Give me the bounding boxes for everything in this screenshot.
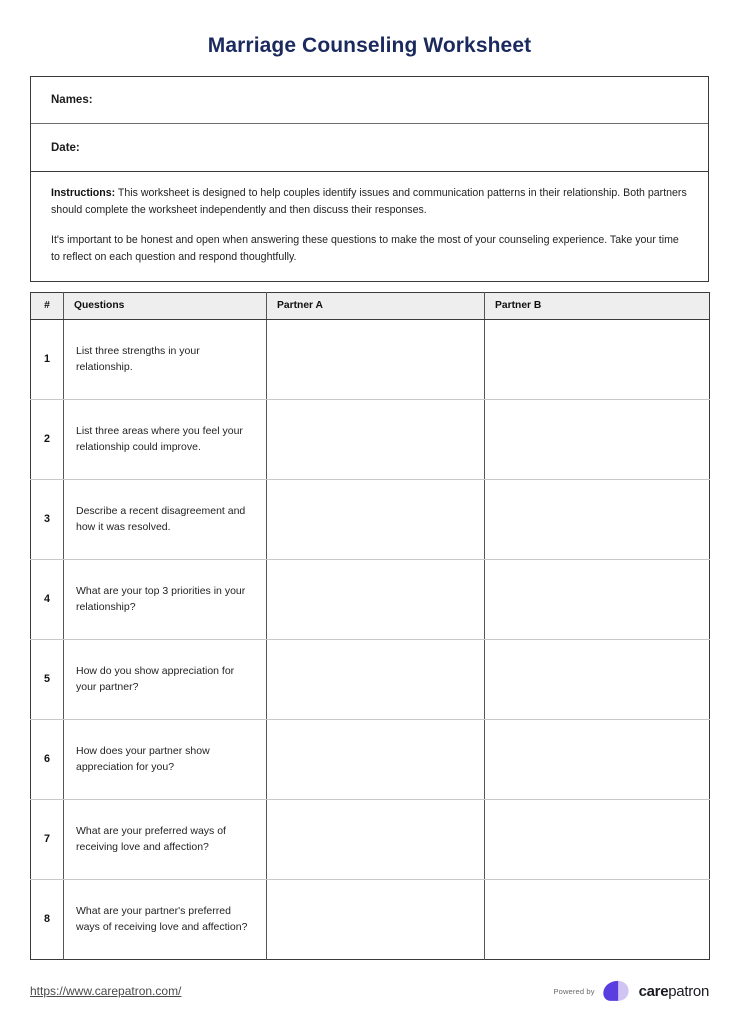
- carepatron-logo-icon: [602, 980, 632, 1002]
- partner-b-answer-field[interactable]: [485, 799, 710, 879]
- question-number: 8: [31, 879, 64, 959]
- question-number: 1: [31, 319, 64, 399]
- table-body: [31, 319, 710, 959]
- instructions-paragraph-2: It's important to be honest and open when answering these questions to make the most of your counseling experience. Take your time to reflect on each question and respond thoughtfully.: [51, 234, 679, 264]
- question-text: What are your preferred ways of receiving love and affection?: [64, 799, 267, 879]
- column-header-questions: Questions: [64, 292, 267, 319]
- column-header-partner-a: Partner A: [267, 292, 485, 319]
- partner-b-answer-field[interactable]: [485, 559, 710, 639]
- powered-by-label: Powered by: [553, 986, 595, 996]
- partner-b-answer-field[interactable]: [485, 719, 710, 799]
- table-header: [31, 292, 710, 319]
- partner-b-answer-field[interactable]: [485, 399, 710, 479]
- question-number: 7: [31, 799, 64, 879]
- column-header-partner-b: Partner B: [485, 292, 710, 319]
- table-row: [31, 639, 710, 719]
- table-row: [31, 879, 710, 959]
- table-header-row: [31, 292, 710, 319]
- table-row: [31, 559, 710, 639]
- question-number: 5: [31, 639, 64, 719]
- question-number: 3: [31, 479, 64, 559]
- partner-a-answer-field[interactable]: [267, 639, 485, 719]
- question-text: List three strengths in your relationship.: [64, 319, 267, 399]
- identity-block: [30, 76, 709, 172]
- question-number: 6: [31, 719, 64, 799]
- instructions-label: Instructions:: [51, 187, 116, 199]
- instructions-paragraph-1: [51, 185, 688, 219]
- table-row: [31, 319, 710, 399]
- partner-a-answer-field[interactable]: [267, 559, 485, 639]
- question-number: 2: [31, 399, 64, 479]
- partner-b-answer-field[interactable]: [485, 319, 710, 399]
- question-text: How does your partner show appreciation for you?: [64, 719, 267, 799]
- partner-b-answer-field[interactable]: [485, 879, 710, 959]
- brand-name-bold: care: [638, 982, 669, 1000]
- question-text: List three areas where you feel your relationship could improve.: [64, 399, 267, 479]
- page-footer: [30, 980, 709, 1002]
- partner-b-answer-field[interactable]: [485, 639, 710, 719]
- partner-b-answer-field[interactable]: [485, 479, 710, 559]
- date-field-row[interactable]: [31, 124, 708, 171]
- page-title: Marriage Counseling Worksheet: [207, 34, 532, 57]
- date-label: Date:: [51, 141, 80, 154]
- partner-a-answer-field[interactable]: [267, 399, 485, 479]
- question-text: Describe a recent disagreement and how it was resolved.: [64, 479, 267, 559]
- names-label: Names:: [51, 94, 93, 106]
- question-text: What are your partner's preferred ways of receiving love and affection?: [64, 879, 267, 959]
- table-row: [31, 799, 710, 879]
- carepatron-wordmark: [639, 983, 709, 1000]
- questions-table: [30, 292, 710, 960]
- partner-a-answer-field[interactable]: [267, 719, 485, 799]
- carepatron-url-link[interactable]: https://www.carepatron.com/: [30, 984, 182, 998]
- question-text: What are your top 3 priorities in your relationship?: [64, 559, 267, 639]
- table-row: [31, 719, 710, 799]
- question-number: 4: [31, 559, 64, 639]
- instructions-text-1: This worksheet is designed to help couples identify issues and communication patterns in their relationship. Both partners should complete the worksheet independently and then discuss their responses.: [51, 187, 687, 217]
- table-row: [31, 399, 710, 479]
- partner-a-answer-field[interactable]: [267, 319, 485, 399]
- names-field-row[interactable]: [31, 77, 708, 124]
- partner-a-answer-field[interactable]: [267, 479, 485, 559]
- question-text: How do you show appreciation for your partner?: [64, 639, 267, 719]
- partner-a-answer-field[interactable]: [267, 799, 485, 879]
- brand-name-light: patron: [668, 982, 709, 1000]
- column-header-number: #: [31, 292, 64, 319]
- partner-a-answer-field[interactable]: [267, 879, 485, 959]
- instructions-block: [30, 172, 709, 282]
- table-row: [31, 479, 710, 559]
- brand-lockup: [553, 980, 709, 1002]
